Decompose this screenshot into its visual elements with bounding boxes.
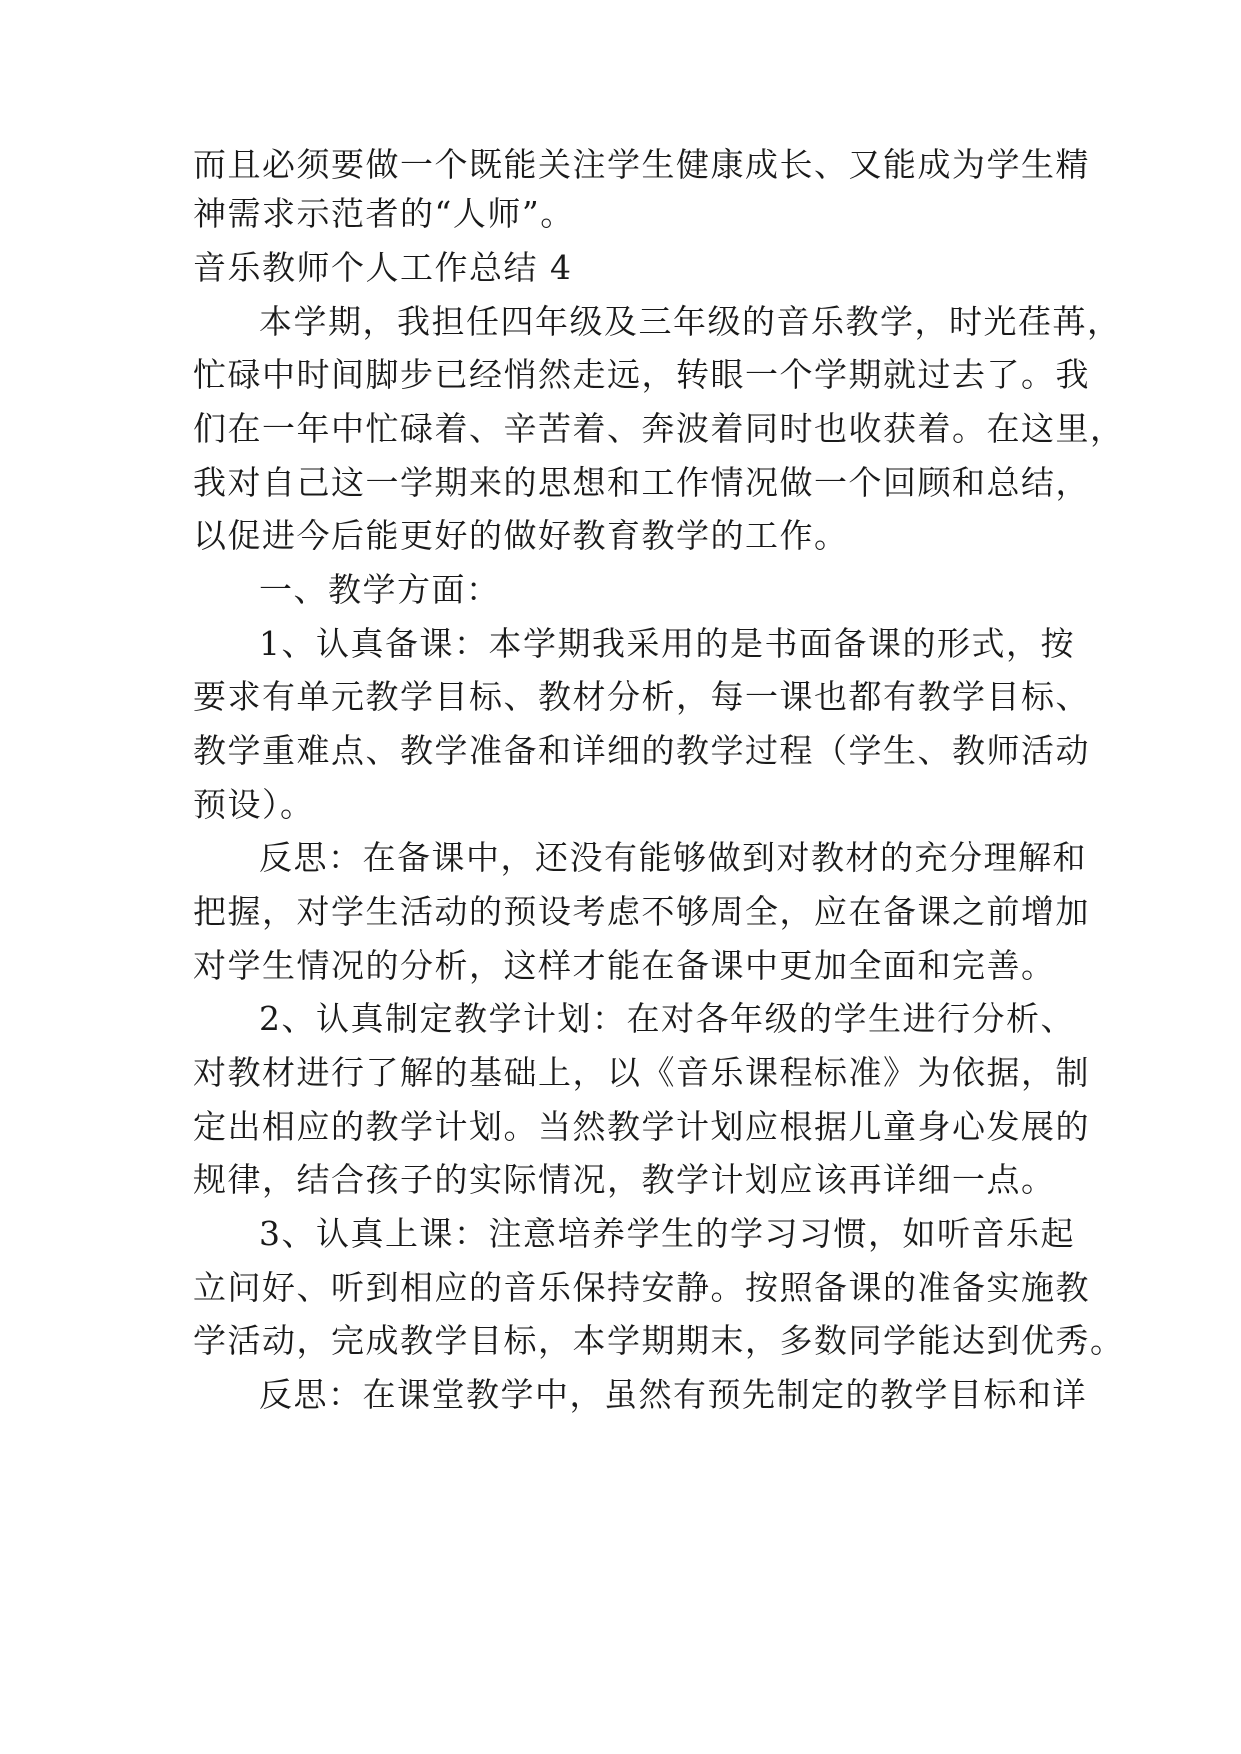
subheading: 一、教学方面： bbox=[259, 570, 501, 609]
text-line: 反思：在课堂教学中，虽然有预先制定的教学目标和详 bbox=[259, 1375, 1087, 1414]
text-line: 忙碌中时间脚步已经悄然走远，转眼一个学期就过去了。我 bbox=[193, 355, 1090, 394]
text-line: 本学期，我担任四年级及三年级的音乐教学，时光荏苒， bbox=[259, 302, 1122, 341]
text-line: 规律，结合孩子的实际情况，教学计划应该再详细一点。 bbox=[193, 1160, 1056, 1199]
text-line: 对学生情况的分析，这样才能在备课中更加全面和完善。 bbox=[193, 946, 1056, 985]
text-line: 要求有单元教学目标、教材分析，每一课也都有教学目标、 bbox=[193, 677, 1090, 716]
text-line: 我对自己这一学期来的思想和工作情况做一个回顾和总结， bbox=[193, 463, 1090, 502]
text-line: 3、认真上课：注意培养学生的学习习惯，如听音乐起 bbox=[259, 1214, 1075, 1253]
text-line: 把握，对学生活动的预设考虑不够周全，应在备课之前增加 bbox=[193, 892, 1090, 931]
text-line: 立问好、听到相应的音乐保持安静。按照备课的准备实施教 bbox=[193, 1268, 1090, 1307]
text-line: 对教材进行了解的基础上，以《音乐课程标准》为依据，制 bbox=[193, 1053, 1090, 1092]
text-line: 学活动，完成教学目标，本学期期末，多数同学能达到优秀。 bbox=[193, 1321, 1125, 1360]
text-line: 定出相应的教学计划。当然教学计划应根据儿童身心发展的 bbox=[193, 1107, 1090, 1146]
text-line: 以促进今后能更好的做好教育教学的工作。 bbox=[193, 516, 849, 555]
text-line: 1、认真备课：本学期我采用的是书面备课的形式，按 bbox=[259, 624, 1075, 663]
section-heading: 音乐教师个人工作总结 4 bbox=[193, 248, 573, 287]
text-line: 2、认真制定教学计划：在对各年级的学生进行分析、 bbox=[259, 999, 1075, 1038]
text-line: 预设）。 bbox=[193, 785, 315, 824]
text-line: 而且必须要做一个既能关注学生健康成长、又能成为学生精 bbox=[193, 145, 1090, 184]
text-line: 神需求示范者的“人师”。 bbox=[193, 194, 575, 233]
text-line: 反思：在备课中，还没有能够做到对教材的充分理解和 bbox=[259, 838, 1087, 877]
text-line: 们在一年中忙碌着、辛苦着、奔波着同时也收获着。在这里， bbox=[193, 409, 1125, 448]
text-line: 教学重难点、教学准备和详细的教学过程（学生、教师活动 bbox=[193, 731, 1090, 770]
